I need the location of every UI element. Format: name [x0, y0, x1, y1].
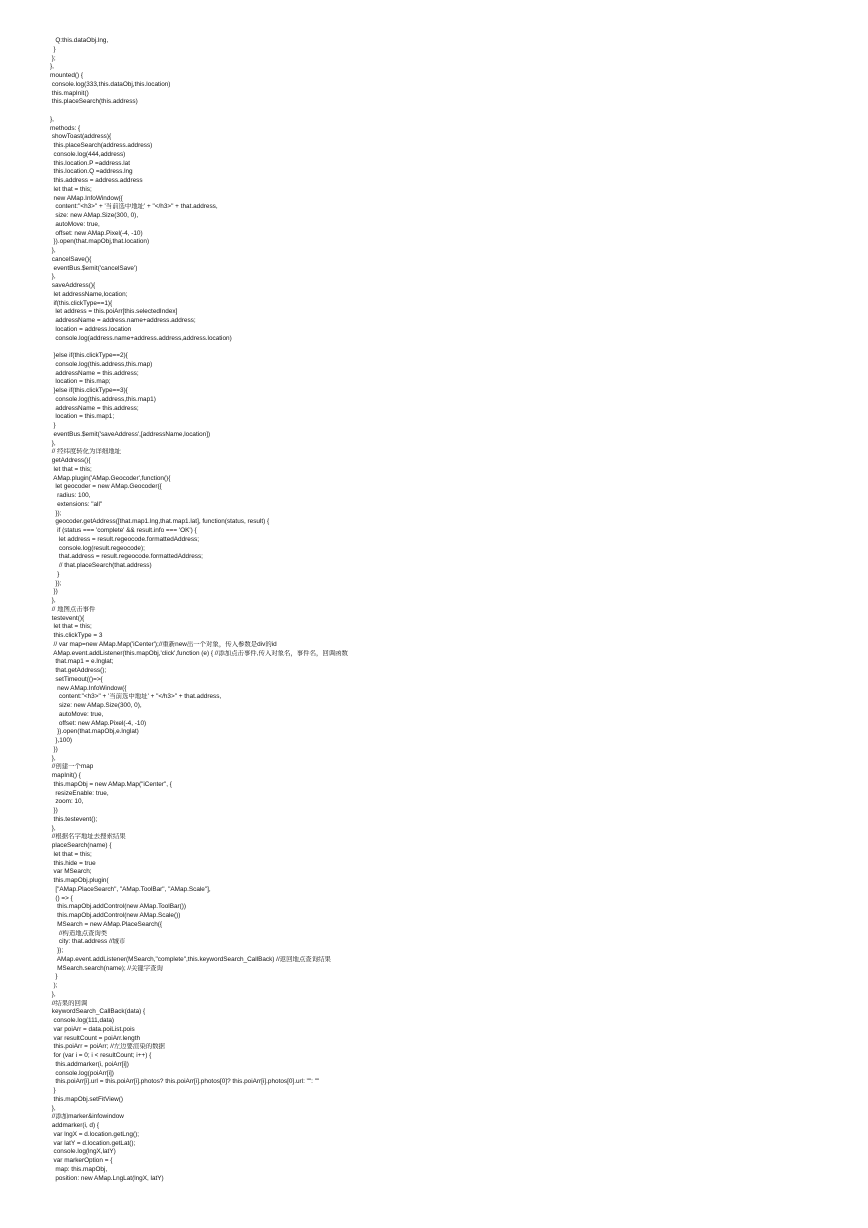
code-line: placeSearch(name) { — [50, 842, 112, 849]
code-line: //根据名字地址去搜索结果 — [50, 833, 126, 841]
code-line: that.map1 = e.lnglat; — [50, 658, 114, 666]
code-line: Q:this.dataObj.lng, — [50, 37, 109, 44]
code-line: this.poiArr[i].url = this.poiArr[i].photos? this.poiArr[i].photos[0]? this.poiArr[i].photos[0].url: "": "" — [50, 1078, 320, 1086]
code-line: this.location.P =address.lat — [50, 159, 130, 167]
code-line: var MSearch; — [50, 868, 92, 876]
code-line: () => { — [50, 894, 73, 902]
code-line: let address = result.regeocode.formattedAddress; — [50, 535, 200, 543]
code-line: },100) — [50, 737, 73, 744]
code-line: }; — [50, 54, 56, 62]
code-line: }, — [50, 439, 56, 447]
code-line: addressName = this.address; — [50, 369, 139, 377]
code-line: this.placeSearch(address.address) — [50, 142, 153, 149]
code-line: console.log(result.regeocode); — [50, 544, 145, 552]
code-line: content:"<h3>" + '当前选中地址' + "</h3>" + that.address, — [50, 693, 222, 701]
code-line: }); — [50, 579, 62, 587]
code-line: location = this.map1; — [50, 413, 115, 421]
code-line: for (var i = 0; i < resultCount; i++) { — [50, 1052, 152, 1059]
code-line: this.mapObj.plugin( — [50, 877, 109, 884]
code-line: testevent(){ — [50, 614, 85, 622]
code-line: }else if(this.clickType==3){ — [50, 387, 128, 394]
code-line: let that = this; — [50, 465, 92, 473]
code-line: eventBus.$emit('cancelSave') — [50, 264, 138, 272]
code-line: //构造地点查询类 — [50, 929, 108, 937]
code-line: let address = this.poiArr[this.selectedIndex] — [50, 308, 178, 316]
code-line: console.log(444,address) — [50, 150, 126, 158]
code-line: saveAddress(){ — [50, 282, 96, 289]
code-line: } — [50, 570, 60, 578]
code-line: cancelSave(){ — [50, 255, 92, 263]
code-line: this.hide = true — [50, 859, 96, 867]
code-line: var lngX = d.location.getLng(); — [50, 1130, 139, 1138]
code-line: addressName = this.address; — [50, 404, 139, 412]
code-line: }) — [50, 588, 58, 596]
code-line: setTimeout(()=>{ — [50, 675, 103, 683]
code-line: size: new AMap.Size(300, 0), — [50, 212, 139, 219]
code-line: }, — [50, 597, 56, 604]
code-line: AMap.event.addListener(MSearch,"complete",this.keywordSearch_CallBack) //返回地点查询结果 — [50, 955, 331, 963]
code-line: size: new AMap.Size(300, 0), — [50, 702, 142, 709]
code-line: MSearch = new AMap.PlaceSearch({ — [50, 920, 163, 928]
code-line: console.log(this.address,this.map) — [50, 360, 153, 368]
code-line: var markerOption = { — [50, 1157, 113, 1164]
code-line: // that.placeSearch(that.address) — [50, 562, 152, 569]
code-line: addressName = address.name+address.address; — [50, 317, 196, 324]
code-line: this.address = address.address — [50, 177, 143, 184]
code-line: }, — [50, 63, 54, 71]
code-line: }, — [50, 824, 56, 832]
code-line: //创建一个map — [50, 763, 94, 771]
code-line: ); — [50, 982, 58, 989]
code-line: resizeEnable: true, — [50, 789, 109, 797]
code-line: eventBus.$emit('saveAddress',[addressName,location]) — [50, 430, 211, 438]
code-line: this.mapObj.setFitView() — [50, 1095, 124, 1103]
code-line: autoMove: true, — [50, 710, 104, 718]
code-line: this.clickType = 3 — [50, 632, 103, 639]
code-line: } — [50, 45, 56, 53]
code-line: }).open(that.mapObj,that.location) — [50, 238, 150, 246]
code-line: // var map=new AMap.Map('iCenter');//重新new出一个对象，传入参数是div的id — [50, 640, 277, 648]
code-line: AMap.plugin('AMap.Geocoder',function(){ — [50, 474, 171, 482]
code-line: this.testevent(); — [50, 815, 98, 823]
code-line: methods: { — [50, 124, 81, 132]
code-line: this.addmarker(i, poiArr[i]) — [50, 1060, 129, 1068]
code-line: if(this.clickType==1){ — [50, 299, 113, 307]
code-line: content:"<h3>" + '当前选中地址' + "</h3>" + that.address, — [50, 203, 218, 211]
code-line: radius: 100, — [50, 492, 91, 499]
code-line: city: that.address //城市 — [50, 938, 126, 946]
code-line: }).open(that.mapObj,e.lnglat) — [50, 728, 139, 736]
code-line: offset: new AMap.Pixel(-4, -10) — [50, 719, 147, 727]
code-line: console.log(poiArr[i]) — [50, 1069, 114, 1077]
code-line: showToast(address){ — [50, 133, 112, 141]
code-line: var latY = d.location.getLat(); — [50, 1139, 136, 1147]
code-line: } — [50, 973, 58, 981]
code-line: }) — [50, 745, 58, 753]
code-line: let that = this; — [50, 185, 92, 193]
code-line: getAddress(){ — [50, 457, 91, 464]
code-line: var poiArr = data.poiList.pois — [50, 1025, 135, 1033]
code-line: this.poiArr = poiArr; //左边要渲染的数据 — [50, 1043, 165, 1051]
code-line: location = address.location — [50, 325, 132, 333]
code-line: extensions: "all" — [50, 500, 103, 508]
code-line: MSearch.search(name); //关键字查询 — [50, 964, 163, 972]
code-line: location = this.map; — [50, 378, 111, 386]
code-line: }, — [50, 273, 56, 281]
code-line: AMap.event.addListener(this.mapObj,'click',function (e) { //添加点击事件,传入对象名，事件名，回调函数 — [50, 649, 348, 657]
code-line: if (status === 'complete' && result.info === 'OK') { — [50, 527, 197, 534]
code-line: this.mapObj.addControl(new AMap.Scale()) — [50, 912, 181, 919]
code-line: console.log(lngX,latY) — [50, 1148, 116, 1156]
code-line: mapInit() { — [50, 772, 81, 779]
code-line: this.mapObj = new AMap.Map("iCenter", { — [50, 780, 172, 788]
code-line: autoMove: true, — [50, 220, 100, 228]
code-line: geocoder.getAddress([that.map1.lng,that.map1.lat], function(status, result) { — [50, 518, 270, 526]
code-line: }, — [50, 754, 56, 762]
code-line: console.log(this.address,this.map1) — [50, 395, 156, 403]
code-line: } — [50, 422, 56, 429]
code-line: offset: new AMap.Pixel(-4, -10) — [50, 229, 143, 237]
code-line: mounted() { — [50, 72, 84, 79]
code-line: }); — [50, 509, 62, 517]
code-line: }, — [50, 247, 56, 254]
code-line: this.location.Q =address.lng — [50, 168, 133, 176]
code-line: console.log(333,this.dataObj,this.location) — [50, 80, 171, 88]
code-line: this.mapObj.addControl(new AMap.ToolBar()) — [50, 903, 187, 911]
code-line: // 经纬度转化为详细地址 — [50, 448, 122, 456]
code-line: } — [50, 1087, 56, 1094]
code-line: let addressName,location; — [50, 290, 128, 298]
code-line: let geocoder = new AMap.Geocoder({ — [50, 483, 162, 491]
code-line: position: new AMap.LngLat(lngX, latY) — [50, 1174, 164, 1182]
code-line — [50, 107, 850, 116]
code-line: keywordSearch_CallBack(data) { — [50, 1008, 146, 1016]
code-line: }, — [50, 990, 56, 998]
code-line: //结果的回调 — [50, 999, 88, 1007]
code-line: this.placeSearch(this.address) — [50, 98, 138, 106]
code-line: addmarker(i, d) { — [50, 1122, 100, 1129]
code-line: let that = this; — [50, 623, 92, 631]
code-line: // 地图点击事件 — [50, 605, 96, 613]
code-line: new AMap.InfoWindow({ — [50, 194, 123, 202]
code-line: }); — [50, 947, 64, 954]
code-line: }else if(this.clickType==2){ — [50, 352, 128, 359]
code-line: ["AMap.PlaceSearch", "AMap.ToolBar", "AMap.Scale"], — [50, 885, 211, 893]
code-block — [50, 37, 850, 1183]
code-line: //添加marker&infowindow — [50, 1113, 124, 1121]
code-line: this.mapInit() — [50, 89, 89, 97]
code-line: that.getAddress(); — [50, 667, 107, 674]
code-line: let that = this; — [50, 850, 92, 858]
code-line — [50, 343, 850, 352]
code-line: console.log(111,data) — [50, 1017, 115, 1024]
code-line: that.address = result.regeocode.formattedAddress; — [50, 553, 203, 561]
code-line: map: this.mapObj, — [50, 1165, 108, 1173]
code-line: new AMap.InfoWindow({ — [50, 684, 127, 692]
code-line: zoom: 10, — [50, 798, 84, 806]
code-line: }) — [50, 807, 58, 814]
code-line: var resultCount = poiArr.length — [50, 1034, 141, 1042]
code-line: console.log(address.name+address.address,address.location) — [50, 334, 232, 342]
code-line: }, — [50, 115, 54, 123]
code-line: }, — [50, 1104, 56, 1112]
